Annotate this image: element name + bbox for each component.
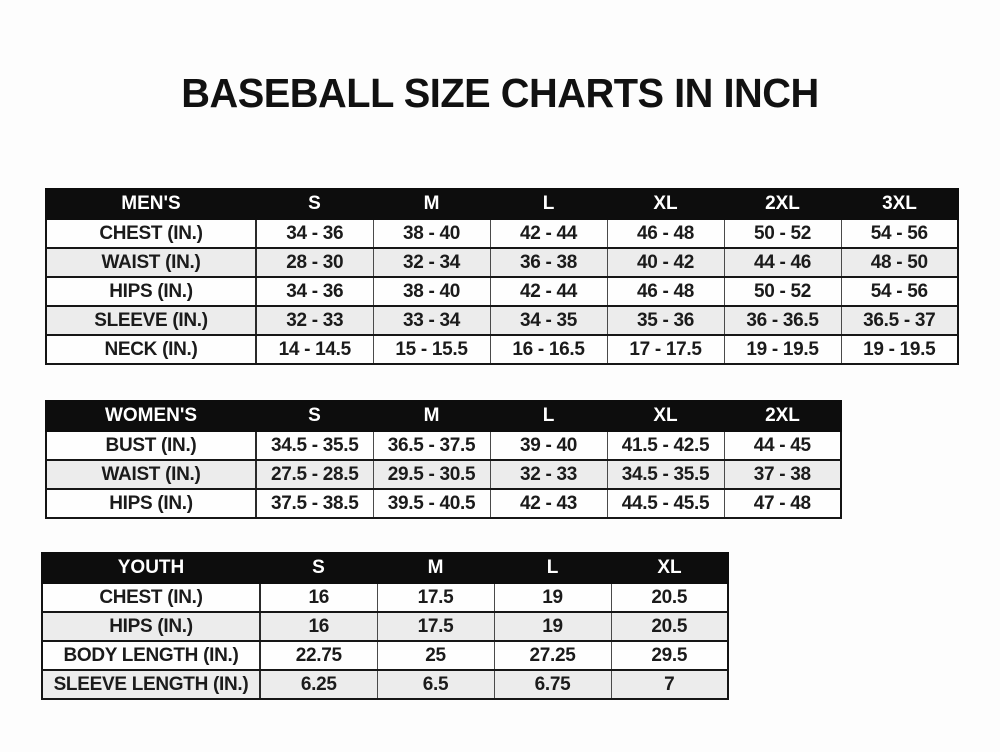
size-value-cell: 20.5 bbox=[611, 612, 728, 641]
row-label: CHEST (IN.) bbox=[46, 219, 256, 248]
womens-table-title: WOMEN'S bbox=[46, 401, 256, 431]
size-value-cell: 19 - 19.5 bbox=[841, 335, 958, 364]
youth-size-table-container bbox=[41, 552, 729, 700]
size-value-cell: 7 bbox=[611, 670, 728, 699]
table-row bbox=[42, 641, 728, 670]
womens-size-table-container bbox=[45, 400, 842, 519]
womens-size-table bbox=[45, 400, 842, 519]
size-value-cell: 16 - 16.5 bbox=[490, 335, 607, 364]
size-value-cell: 14 - 14.5 bbox=[256, 335, 373, 364]
size-value-cell: 32 - 34 bbox=[373, 248, 490, 277]
size-value-cell: 40 - 42 bbox=[607, 248, 724, 277]
row-label: HIPS (IN.) bbox=[46, 277, 256, 306]
size-value-cell: 36.5 - 37 bbox=[841, 306, 958, 335]
column-header-m: M bbox=[373, 401, 490, 431]
row-label: CHEST (IN.) bbox=[42, 583, 260, 612]
size-value-cell: 6.25 bbox=[260, 670, 377, 699]
size-value-cell: 28 - 30 bbox=[256, 248, 373, 277]
size-value-cell: 25 bbox=[377, 641, 494, 670]
row-label: NECK (IN.) bbox=[46, 335, 256, 364]
column-header-s: S bbox=[256, 401, 373, 431]
size-value-cell: 41.5 - 42.5 bbox=[607, 431, 724, 460]
youth-size-table bbox=[41, 552, 729, 700]
size-value-cell: 29.5 - 30.5 bbox=[373, 460, 490, 489]
size-value-cell: 27.25 bbox=[494, 641, 611, 670]
size-value-cell: 39 - 40 bbox=[490, 431, 607, 460]
column-header-xl: XL bbox=[607, 401, 724, 431]
size-value-cell: 34 - 36 bbox=[256, 277, 373, 306]
size-value-cell: 34 - 36 bbox=[256, 219, 373, 248]
size-value-cell: 34 - 35 bbox=[490, 306, 607, 335]
size-value-cell: 36.5 - 37.5 bbox=[373, 431, 490, 460]
size-value-cell: 32 - 33 bbox=[256, 306, 373, 335]
size-value-cell: 50 - 52 bbox=[724, 277, 841, 306]
table-row bbox=[46, 277, 958, 306]
size-value-cell: 22.75 bbox=[260, 641, 377, 670]
size-value-cell: 36 - 38 bbox=[490, 248, 607, 277]
size-value-cell: 37 - 38 bbox=[724, 460, 841, 489]
mens-header-row bbox=[46, 189, 958, 219]
size-value-cell: 44 - 46 bbox=[724, 248, 841, 277]
table-row bbox=[46, 248, 958, 277]
row-label: SLEEVE LENGTH (IN.) bbox=[42, 670, 260, 699]
size-value-cell: 17.5 bbox=[377, 612, 494, 641]
row-label: SLEEVE (IN.) bbox=[46, 306, 256, 335]
row-label: HIPS (IN.) bbox=[42, 612, 260, 641]
size-value-cell: 6.5 bbox=[377, 670, 494, 699]
size-value-cell: 34.5 - 35.5 bbox=[256, 431, 373, 460]
size-value-cell: 46 - 48 bbox=[607, 219, 724, 248]
column-header-l: L bbox=[490, 189, 607, 219]
size-value-cell: 42 - 43 bbox=[490, 489, 607, 518]
size-value-cell: 44.5 - 45.5 bbox=[607, 489, 724, 518]
size-value-cell: 54 - 56 bbox=[841, 219, 958, 248]
size-value-cell: 38 - 40 bbox=[373, 277, 490, 306]
column-header-3xl: 3XL bbox=[841, 189, 958, 219]
column-header-s: S bbox=[260, 553, 377, 583]
size-value-cell: 27.5 - 28.5 bbox=[256, 460, 373, 489]
table-row bbox=[42, 583, 728, 612]
row-label: BUST (IN.) bbox=[46, 431, 256, 460]
size-value-cell: 48 - 50 bbox=[841, 248, 958, 277]
size-value-cell: 42 - 44 bbox=[490, 219, 607, 248]
column-header-xl: XL bbox=[607, 189, 724, 219]
size-value-cell: 17 - 17.5 bbox=[607, 335, 724, 364]
size-value-cell: 44 - 45 bbox=[724, 431, 841, 460]
column-header-m: M bbox=[373, 189, 490, 219]
table-row bbox=[46, 460, 841, 489]
column-header-2xl: 2XL bbox=[724, 189, 841, 219]
table-row bbox=[46, 489, 841, 518]
mens-size-table-container bbox=[45, 188, 959, 365]
size-value-cell: 36 - 36.5 bbox=[724, 306, 841, 335]
size-value-cell: 33 - 34 bbox=[373, 306, 490, 335]
table-row bbox=[42, 670, 728, 699]
column-header-l: L bbox=[494, 553, 611, 583]
youth-header-row bbox=[42, 553, 728, 583]
column-header-m: M bbox=[377, 553, 494, 583]
size-value-cell: 16 bbox=[260, 583, 377, 612]
size-value-cell: 19 bbox=[494, 583, 611, 612]
column-header-s: S bbox=[256, 189, 373, 219]
size-value-cell: 37.5 - 38.5 bbox=[256, 489, 373, 518]
mens-size-table bbox=[45, 188, 959, 365]
table-row bbox=[46, 219, 958, 248]
size-value-cell: 32 - 33 bbox=[490, 460, 607, 489]
page-title: BASEBALL SIZE CHARTS IN INCH bbox=[181, 70, 819, 116]
table-row bbox=[46, 306, 958, 335]
size-value-cell: 42 - 44 bbox=[490, 277, 607, 306]
size-value-cell: 38 - 40 bbox=[373, 219, 490, 248]
size-value-cell: 6.75 bbox=[494, 670, 611, 699]
column-header-2xl: 2XL bbox=[724, 401, 841, 431]
size-value-cell: 15 - 15.5 bbox=[373, 335, 490, 364]
size-value-cell: 19 bbox=[494, 612, 611, 641]
column-header-l: L bbox=[490, 401, 607, 431]
column-header-xl: XL bbox=[611, 553, 728, 583]
size-value-cell: 16 bbox=[260, 612, 377, 641]
mens-table-title: MEN'S bbox=[46, 189, 256, 219]
table-row bbox=[46, 431, 841, 460]
row-label: BODY LENGTH (IN.) bbox=[42, 641, 260, 670]
row-label: HIPS (IN.) bbox=[46, 489, 256, 518]
size-value-cell: 17.5 bbox=[377, 583, 494, 612]
row-label: WAIST (IN.) bbox=[46, 248, 256, 277]
row-label: WAIST (IN.) bbox=[46, 460, 256, 489]
size-value-cell: 50 - 52 bbox=[724, 219, 841, 248]
size-value-cell: 35 - 36 bbox=[607, 306, 724, 335]
size-value-cell: 29.5 bbox=[611, 641, 728, 670]
womens-header-row bbox=[46, 401, 841, 431]
size-value-cell: 20.5 bbox=[611, 583, 728, 612]
size-value-cell: 46 - 48 bbox=[607, 277, 724, 306]
size-value-cell: 39.5 - 40.5 bbox=[373, 489, 490, 518]
size-value-cell: 19 - 19.5 bbox=[724, 335, 841, 364]
table-row bbox=[42, 612, 728, 641]
size-value-cell: 47 - 48 bbox=[724, 489, 841, 518]
youth-table-title: YOUTH bbox=[42, 553, 260, 583]
size-value-cell: 54 - 56 bbox=[841, 277, 958, 306]
table-row bbox=[46, 335, 958, 364]
size-value-cell: 34.5 - 35.5 bbox=[607, 460, 724, 489]
